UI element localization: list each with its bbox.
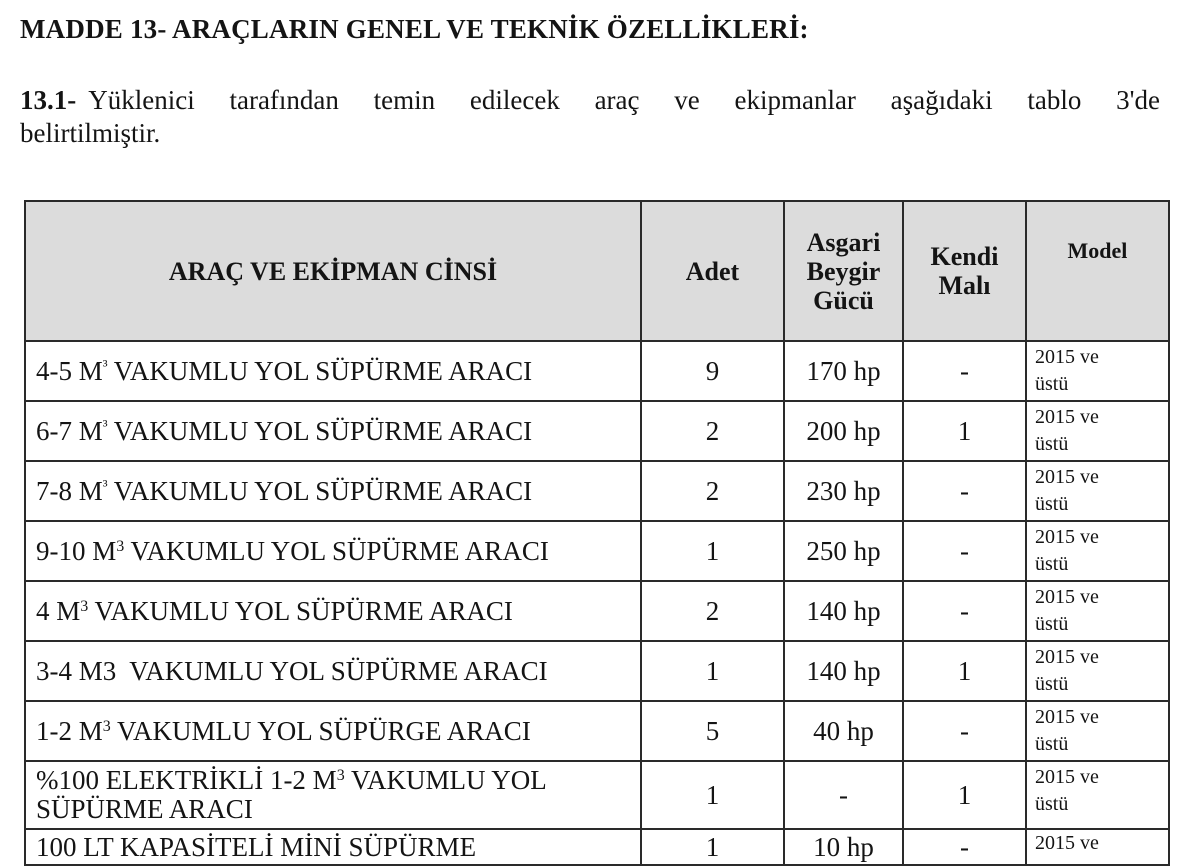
cell-count: 2 [641, 581, 784, 641]
cell-own: 1 [903, 761, 1026, 829]
paragraph-word: edilecek [469, 85, 560, 115]
cell-model: 2015 ve üstü [1026, 581, 1169, 641]
paragraph-word: aşağıdaki [890, 85, 993, 115]
cell-own: - [903, 461, 1026, 521]
paragraph-line-1 [20, 84, 1160, 117]
cell-name: 4 $M^3$ VAKUMLU YOL SÜPÜRME ARACI [25, 581, 641, 641]
cell-horsepower: 140 hp [784, 641, 903, 701]
cell-own: - [903, 701, 1026, 761]
table-row [25, 341, 1169, 401]
cell-model: 2015 ve üstü [1026, 641, 1169, 701]
paragraph-word: ve [674, 85, 700, 115]
cell-model: 2015 ve üstü [1026, 761, 1169, 829]
table-row [25, 461, 1169, 521]
cell-count: 5 [641, 701, 784, 761]
table-row [25, 761, 1169, 829]
equipment-table [24, 200, 1170, 866]
paragraph-number: 13.1- [20, 85, 77, 115]
cell-model: 2015 ve üstü [1026, 521, 1169, 581]
cell-name: 3-4 M3 VAKUMLU YOL SÜPÜRME ARACI [25, 641, 641, 701]
table-row [25, 701, 1169, 761]
section-heading: MADDE 13- ARAÇLARIN GENEL VE TEKNİK ÖZELLİKLERİ: [20, 14, 809, 44]
cell-horsepower: 140 hp [784, 581, 903, 641]
paragraph-word: araç [594, 85, 640, 115]
cell-name: 7-8 $M^{^3}$ VAKUMLU YOL SÜPÜRME ARACI [25, 461, 641, 521]
header-model: Model [1026, 201, 1169, 341]
cell-name: 6-7 $M^{^3}$ VAKUMLU YOL SÜPÜRME ARACI [25, 401, 641, 461]
cell-model: 2015 ve [1026, 829, 1169, 865]
cell-model: 2015 ve üstü [1026, 701, 1169, 761]
header-count: Adet [641, 201, 784, 341]
paragraph-word: tarafından [229, 85, 339, 115]
table-row [25, 641, 1169, 701]
paragraph-word: tablo [1027, 85, 1082, 115]
table-row [25, 401, 1169, 461]
cell-horsepower: 170 hp [784, 341, 903, 401]
cell-name: %100 ELEKTRİKLİ 1-2 $M^3$ VAKUMLU YOL SÜPÜRME ARACI [25, 761, 641, 829]
cell-own: 1 [903, 641, 1026, 701]
cell-name: 100 LT KAPASİTELİ MİNİ SÜPÜRME [25, 829, 641, 865]
table-row [25, 581, 1169, 641]
header-hp-line: Beygir [806, 256, 881, 286]
header-own-line: Kendi [930, 242, 999, 271]
cell-own: - [903, 341, 1026, 401]
cell-count: 9 [641, 341, 784, 401]
cell-horsepower: 40 hp [784, 701, 903, 761]
cell-name: 9-10 $M^3$ VAKUMLU YOL SÜPÜRME ARACI [25, 521, 641, 581]
cell-own: - [903, 829, 1026, 865]
paragraph-word: Yüklenici [88, 85, 195, 115]
intro-paragraph [20, 84, 1160, 150]
cell-own: 1 [903, 401, 1026, 461]
cell-model: 2015 ve üstü [1026, 341, 1169, 401]
cell-name: 4-5 $M^{^3}$ VAKUMLU YOL SÜPÜRME ARACI [25, 341, 641, 401]
cell-count: 1 [641, 521, 784, 581]
cell-horsepower: 230 hp [784, 461, 903, 521]
cell-own: - [903, 581, 1026, 641]
header-own [903, 201, 1026, 341]
cell-horsepower: 10 hp [784, 829, 903, 865]
cell-count: 2 [641, 401, 784, 461]
table-row [25, 521, 1169, 581]
paragraph-word: 3'de [1116, 85, 1160, 115]
cell-name: 1-2 $M^3$ VAKUMLU YOL SÜPÜRGE ARACI [25, 701, 641, 761]
cell-horsepower: 250 hp [784, 521, 903, 581]
paragraph-word: ekipmanlar [734, 85, 856, 115]
cell-count: 1 [641, 641, 784, 701]
table-row [25, 829, 1169, 865]
header-own-line: Malı [938, 271, 991, 300]
paragraph-word: temin [373, 85, 436, 115]
table-header-row [25, 201, 1169, 341]
header-hp-line: Asgari [806, 227, 881, 257]
cell-count: 1 [641, 829, 784, 865]
cell-horsepower: 200 hp [784, 401, 903, 461]
cell-horsepower: - [784, 761, 903, 829]
paragraph-line-2: belirtilmiştir. [20, 118, 161, 148]
cell-model: 2015 ve üstü [1026, 401, 1169, 461]
header-name: ARAÇ VE EKİPMAN CİNSİ [25, 201, 641, 341]
cell-model: 2015 ve üstü [1026, 461, 1169, 521]
cell-count: 1 [641, 761, 784, 829]
cell-count: 2 [641, 461, 784, 521]
header-horsepower [784, 201, 903, 341]
header-hp-line: Gücü [813, 285, 874, 315]
cell-own: - [903, 521, 1026, 581]
